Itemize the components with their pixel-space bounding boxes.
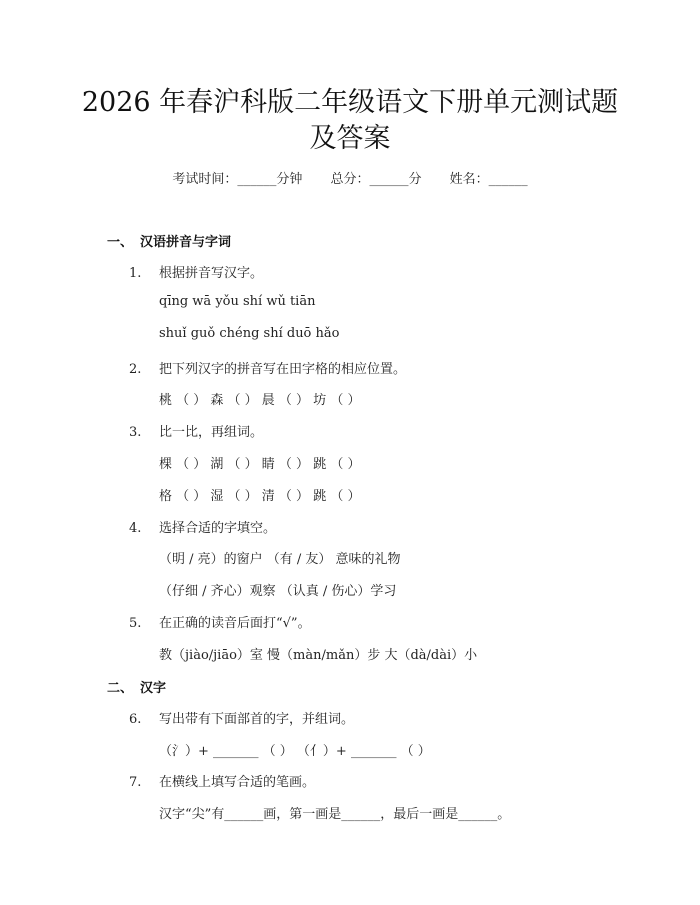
question xyxy=(129,708,354,727)
question-text: 选择合适的字填空。 xyxy=(159,521,277,536)
exam-info-row xyxy=(0,168,700,187)
answer-line: 汉字“尖”有______画，第一画是______，最后一画是______。 xyxy=(159,807,511,822)
answer-line: qīng wā yǒu shí wǔ tiān xyxy=(159,294,316,309)
question-text: 在横线上填写合适的笔画。 xyxy=(159,775,316,790)
document-title-line1: 2026 年春沪科版二年级语文下册单元测试题 xyxy=(81,87,619,118)
question-number: 4. xyxy=(129,521,142,536)
section-title: 汉语拼音与字词 xyxy=(140,235,232,250)
question-text: 根据拼音写汉字。 xyxy=(159,266,264,281)
question xyxy=(129,517,276,536)
question xyxy=(129,421,263,440)
answer-line: 棵 （ ） 湖 （ ） 睛 （ ） 跳 （ ） xyxy=(159,457,361,472)
section-heading xyxy=(107,231,231,250)
document-title-line2: 及答案 xyxy=(309,123,391,154)
total-score-field: 总分：______分 xyxy=(330,172,422,187)
exam-time-field: 考试时间：______分钟 xyxy=(172,172,303,187)
section-number: 二、 xyxy=(107,681,134,696)
question-number: 3. xyxy=(129,425,142,440)
section-number: 一、 xyxy=(107,235,134,250)
question-text: 把下列汉字的拼音写在田字格的相应位置。 xyxy=(159,362,407,377)
answer-line: 教（jiào/jiāo）室 慢（màn/mǎn）步 大（dà/dài）小 xyxy=(159,648,478,663)
question xyxy=(129,612,311,631)
answer-line: （氵）+ _______ （ ） （亻）+ _______ （ ） xyxy=(159,744,431,759)
answer-line: （明 / 亮）的窗户 （有 / 友） 意味的礼物 xyxy=(159,552,401,567)
question-text: 写出带有下面部首的字，并组词。 xyxy=(159,712,355,727)
question-number: 1. xyxy=(129,266,142,281)
question-text: 比一比，再组词。 xyxy=(159,425,264,440)
answer-line: shuǐ guǒ chéng shí duō hǎo xyxy=(159,326,340,341)
question-text: 在正确的读音后面打“√”。 xyxy=(159,616,311,631)
question xyxy=(129,358,406,377)
answer-line: 格 （ ） 湿 （ ） 清 （ ） 跳 （ ） xyxy=(159,489,361,504)
question xyxy=(129,771,315,790)
question-number: 2. xyxy=(129,362,142,377)
section-heading xyxy=(107,677,166,696)
answer-line: 桃 （ ） 森 （ ） 晨 （ ） 坊 （ ） xyxy=(159,393,361,408)
answer-line: （仔细 / 齐心）观察 （认真 / 伤心）学习 xyxy=(159,584,397,599)
question-number: 6. xyxy=(129,712,142,727)
student-name-field: 姓名：______ xyxy=(449,172,528,187)
question-number: 5. xyxy=(129,616,142,631)
question-number: 7. xyxy=(129,775,142,790)
question xyxy=(129,262,263,281)
section-title: 汉字 xyxy=(140,681,167,696)
